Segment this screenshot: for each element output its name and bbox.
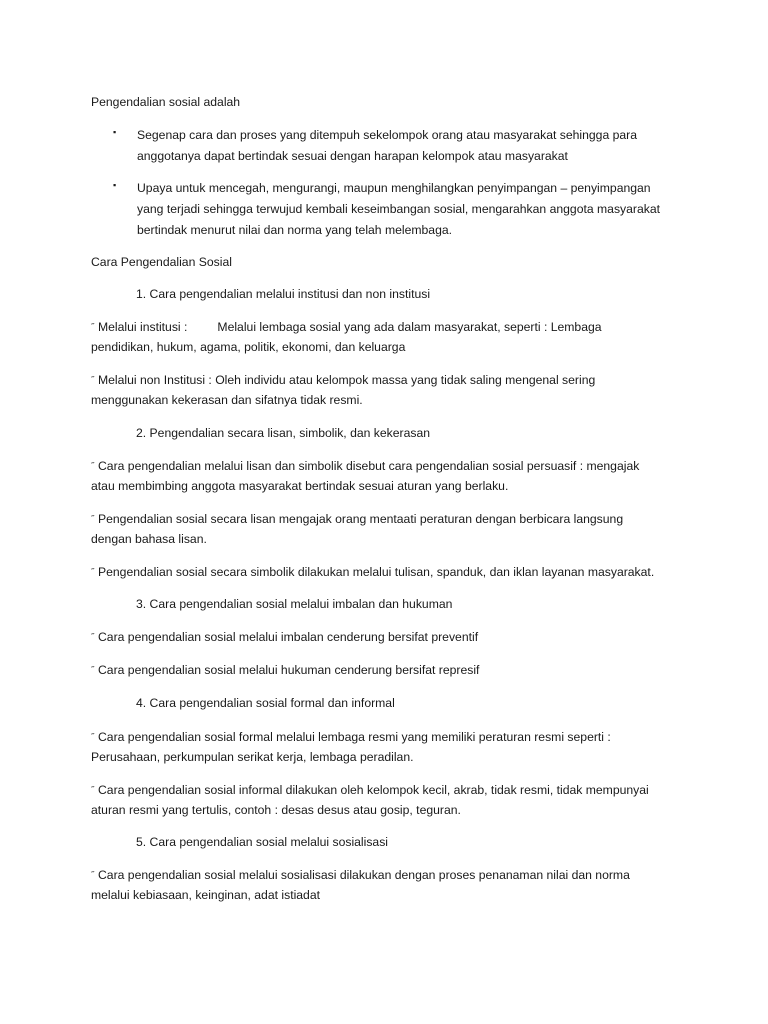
paragraph: ˝ Melalui non Institusi : Oleh individu atau kelompok massa yang tidak saling mengenal sering menggunakan kekerasan dan sifatnya tidak resmi. xyxy=(91,373,596,407)
heading-definition: Pengendalian sosial adalah xyxy=(91,95,241,109)
paragraph: ˝ Cara pengendalian sosial melalui hukuman cenderung bersifat represif xyxy=(91,663,480,677)
tick-icon: ˝ xyxy=(91,785,94,795)
bullet-line: yang terjadi sehingga terwujud kembali keseimbangan sosial, mengarahkan anggota masyarakat xyxy=(137,202,661,216)
square-bullet-icon: ▪ xyxy=(113,180,117,190)
tick-icon: ˝ xyxy=(91,632,94,642)
paragraph: ˝ Cara pengendalian sosial melalui sosialisasi dilakukan dengan proses penanaman nilai dan norma melalui kebiasaan, keinginan, adat istiadat xyxy=(91,868,630,902)
heading-methods: Cara Pengendalian Sosial xyxy=(91,255,232,269)
tick-icon: ˝ xyxy=(91,870,94,880)
paragraph: ˝ Cara pengendalian sosial informal dilakukan oleh kelompok kecil, akrab, tidak resmi, tidak mempunyai aturan resmi yang tertulis, contoh : desas desus atau gosip, teguran. xyxy=(91,783,649,817)
square-bullet-icon: ▪ xyxy=(113,127,117,137)
bullet-line: Upaya untuk mencegah, mengurangi, maupun menghilangkan penyimpangan – penyimpangan xyxy=(137,181,651,195)
section-title: 3. Cara pengendalian sosial melalui imbalan dan hukuman xyxy=(136,597,453,611)
tick-icon: ˝ xyxy=(91,322,94,332)
bullet-line: Segenap cara dan proses yang ditempuh sekelompok orang atau masyarakat sehingga para xyxy=(137,128,638,142)
section-title: 1. Cara pengendalian melalui institusi dan non institusi xyxy=(136,287,431,301)
paragraph: ˝ Cara pengendalian sosial melalui imbalan cenderung bersifat preventif xyxy=(91,630,479,644)
tick-icon: ˝ xyxy=(91,375,94,385)
tick-icon: ˝ xyxy=(91,665,94,675)
tick-icon: ˝ xyxy=(91,732,94,742)
paragraph: ˝ Pengendalian sosial secara simbolik dilakukan melalui tulisan, spanduk, dan iklan layanan masyarakat. xyxy=(91,565,655,579)
tick-icon: ˝ xyxy=(91,461,94,471)
section-title: 5. Cara pengendalian sosial melalui sosialisasi xyxy=(136,835,389,849)
paragraph: ˝ Cara pengendalian melalui lisan dan simbolik disebut cara pengendalian sosial persuasif : mengajak atau membimbing anggota masyarakat bertindak sesuai aturan yang berlaku. xyxy=(91,459,640,493)
paragraph: ˝ Melalui institusi : Melalui lembaga sosial yang ada dalam masyarakat, seperti : Lembaga pendidikan, hukum, agama, politik, ekonomi, dan keluarga xyxy=(91,320,602,354)
section-title: 4. Cara pengendalian sosial formal dan informal xyxy=(136,696,395,710)
section-title: 2. Pengendalian secara lisan, simbolik, dan kekerasan xyxy=(136,426,431,440)
tick-icon: ˝ xyxy=(91,514,94,524)
bullet-line: bertindak menurut nilai dan norma yang telah melembaga. xyxy=(137,223,453,237)
bullet-line: anggotanya dapat bertindak sesuai dengan harapan kelompok atau masyarakat xyxy=(137,149,568,163)
tick-icon: ˝ xyxy=(91,567,94,577)
paragraph: ˝ Pengendalian sosial secara lisan mengajak orang mentaati peraturan dengan berbicara langsung dengan bahasa lisan. xyxy=(91,512,624,546)
paragraph: ˝ Cara pengendalian sosial formal melalui lembaga resmi yang memiliki peraturan resmi seperti : Perusahaan, perkumpulan serikat kerja, lembaga peradilan. xyxy=(91,730,611,764)
